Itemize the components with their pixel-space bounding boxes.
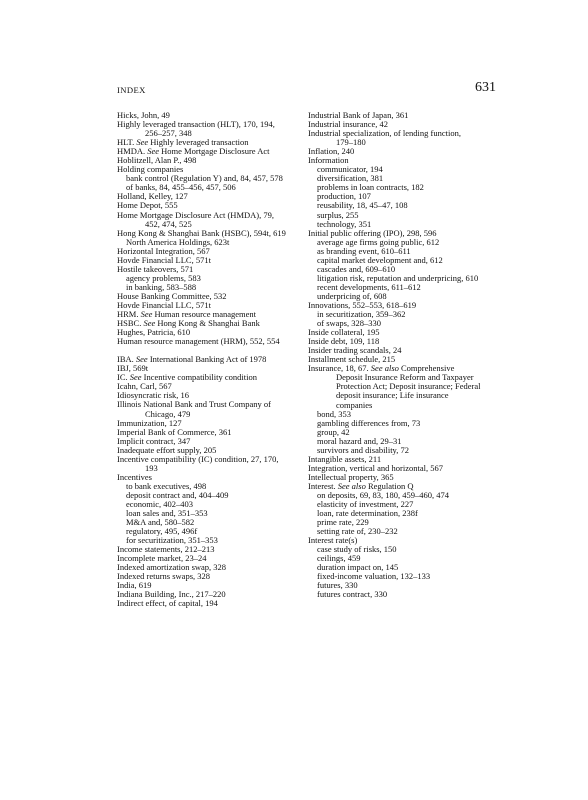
index-entry: Interest. See also Regulation Q [308,480,414,491]
index-entry: HLT. See Highly leveraged transaction [117,137,249,148]
index-entry: India, 619 [117,580,152,591]
index-entry: Innovations, 552–553, 618–619 [308,299,417,310]
index-entry: Horizontal Integration, 567 [117,245,210,256]
index-subentry: technology, 351 [317,218,372,229]
index-subentry: underpricing of, 608 [317,290,387,301]
index-subentry: average age firms going public, 612 [317,236,440,247]
index-subentry: of banks, 84, 455–456, 457, 506 [126,182,236,193]
index-subentry: in banking, 583–588 [126,281,197,292]
index-subentry: loan sales and, 351–353 [126,508,208,519]
index-entry: Integration, vertical and horizontal, 567 [308,462,444,473]
index-subentry: problems in loan contracts, 182 [317,182,424,193]
index-entry: Installment schedule, 215 [308,354,396,365]
index-entry: IBJ, 569t [117,363,149,374]
index-subentry: capital market development and, 612 [317,254,443,265]
index-subentry: agency problems, 583 [126,272,201,283]
running-header: INDEX [117,85,146,95]
index-subentry: recent developments, 611–612 [317,281,421,292]
index-entry-continuation: Deposit Insurance Reform and Taxpayer [336,372,474,383]
index-subentry: setting rate of, 230–232 [317,526,398,537]
index-entry: Industrial Bank of Japan, 361 [308,110,409,120]
index-entry: Imperial Bank of Commerce, 361 [117,426,232,437]
index-entry: Interest rate(s) [308,535,358,546]
index-entry: IBA. See International Banking Act of 1978 [117,354,267,365]
index-subentry: of swaps, 328–330 [317,318,381,329]
index-entry: Human resource management (HRM), 552, 554 [117,336,280,347]
index-entry-continuation: Protection Act; Deposit insurance; Federal [336,381,481,392]
index-entry: Insurance, 18, 67. See also Comprehensive [308,363,455,374]
index-entry: Icahn, Carl, 567 [117,381,172,392]
index-entry: Highly leveraged transaction (HLT), 170, 194, [117,119,275,130]
index-entry-continuation: companies [336,399,373,410]
index-entry: Inflation, 240 [308,146,355,157]
index-subentry: survivors and disability, 72 [317,444,409,455]
index-subentry: communicator, 194 [317,164,383,175]
index-subentry: to bank executives, 498 [126,480,207,491]
index-entry: Incentive compatibility (IC) condition, 27, 170, [117,453,279,464]
index-entry: Inside debt, 109, 118 [308,336,380,347]
index-subentry: surplus, 255 [317,209,359,220]
index-entry: Implicit contract, 347 [117,435,191,446]
index-subentry: loan, rate determination, 238f [317,508,418,519]
index-entry: Hostile takeovers, 571 [117,263,194,274]
index-entry: Holding companies [117,164,184,175]
index-subentry: duration impact on, 145 [317,562,399,573]
index-subentry: deposit contract and, 404–409 [126,489,229,500]
index-entry: Insider trading scandals, 24 [308,345,402,356]
index-entry: Intangible assets, 211 [308,453,382,464]
index-subentry: in securitization, 359–362 [317,309,406,320]
index-subentry: M&A and, 580–582 [126,517,195,528]
index-entry: Home Depot, 555 [117,200,178,211]
index-entry: HMDA. See Home Mortgage Disclosure Act [117,146,270,157]
index-entry: Indiana Building, Inc., 217–220 [117,589,226,600]
index-subentry: cascades and, 609–610 [317,263,396,274]
index-entry: Hovde Financial LLC, 571t [117,254,211,265]
index-subentry: moral hazard and, 29–31 [317,435,402,446]
index-subentry: reusability, 18, 45–47, 108 [317,200,408,211]
index-subentry: diversification, 381 [317,173,384,184]
page-number: 631 [475,80,496,95]
index-entry: Illinois National Bank and Trust Company of [117,399,271,410]
index-subentry: group, 42 [317,426,350,437]
index-entry: Indexed returns swaps, 328 [117,571,211,582]
index-column-left [117,111,301,609]
index-subentry: litigation risk, reputation and underpricing, 610 [317,272,479,283]
index-subentry: economic, 402–403 [126,498,194,509]
index-entry: Hong Kong & Shanghai Bank (HSBC), 594t, 619 [117,227,286,238]
index-entry: Information [308,155,349,166]
index-entry-continuation: deposit insurance; Life insurance [336,390,449,401]
index-entry: Hughes, Patricia, 610 [117,327,191,338]
index-entry: Holland, Kelley, 127 [117,191,188,202]
index-subentry: fixed-income valuation, 132–133 [317,571,431,582]
index-subentry: prime rate, 229 [317,517,369,528]
index-subentry: regulatory, 495, 496f [126,526,198,537]
index-entry: HRM. See Human resource management [117,309,257,320]
index-entry: Incomplete market, 23–24 [117,553,207,564]
index-subentry: bond, 353 [317,408,351,419]
index-entry: Inadequate effort supply, 205 [117,444,217,455]
index-subentry: for securitization, 351–353 [126,535,218,546]
index-subentry: futures contract, 330 [317,589,388,600]
index-subentry: case study of risks, 150 [317,544,397,555]
index-entry-continuation: 193 [145,462,158,473]
index-subentry: elasticity of investment, 227 [317,499,414,510]
index-entry: House Banking Committee, 532 [117,290,227,301]
index-entry: Hoblitzell, Alan P., 498 [117,155,197,166]
index-entry: Immunization, 127 [117,417,182,428]
index-subentry: North America Holdings, 623t [126,236,230,247]
index-entry: Inside collateral, 195 [308,327,380,338]
index-subentry: futures, 330 [317,580,358,591]
index-entry: Income statements, 212–213 [117,544,215,555]
index-subentry: on deposits, 69, 83, 180, 459–460, 474 [317,489,449,500]
index-entry: Hicks, John, 49 [117,110,170,120]
index-column-right [308,111,498,600]
index-entry: Incentives [117,471,152,482]
index-entry: Indexed amortization swap, 328 [117,562,227,573]
index-entry: Industrial insurance, 42 [308,119,389,130]
index-subentry: ceilings, 459 [317,553,361,564]
index-entry: Industrial specialization, of lending function, [308,128,461,139]
index-entry: Indirect effect, of capital, 194 [117,598,218,609]
index-entry: Initial public offering (IPO), 298, 596 [308,227,437,238]
index-entry-continuation: Chicago, 479 [145,408,191,419]
index-entry: Intellectual property, 365 [308,471,394,482]
index-entry-continuation: 452, 474, 525 [145,218,192,229]
index-subentry: gambling differences from, 73 [317,417,421,428]
index-entry: HSBC. See Hong Kong & Shanghai Bank [117,318,260,329]
index-entry-continuation: 256–257, 348 [145,128,192,139]
index-subentry: bank control (Regulation Y) and, 84, 457, 578 [126,173,283,184]
index-entry: Home Mortgage Disclosure Act (HMDA), 79, [117,209,274,220]
index-entry-continuation: 179–180 [336,137,366,148]
index-subentry: as branding event, 610–611 [317,245,411,256]
index-entry: Hovde Financial LLC, 571t [117,299,211,310]
index-entry: IC. See Incentive compatibility condition [117,372,257,383]
index-entry: Idiosyncratic risk, 16 [117,390,189,401]
index-subentry: production, 107 [317,191,371,202]
